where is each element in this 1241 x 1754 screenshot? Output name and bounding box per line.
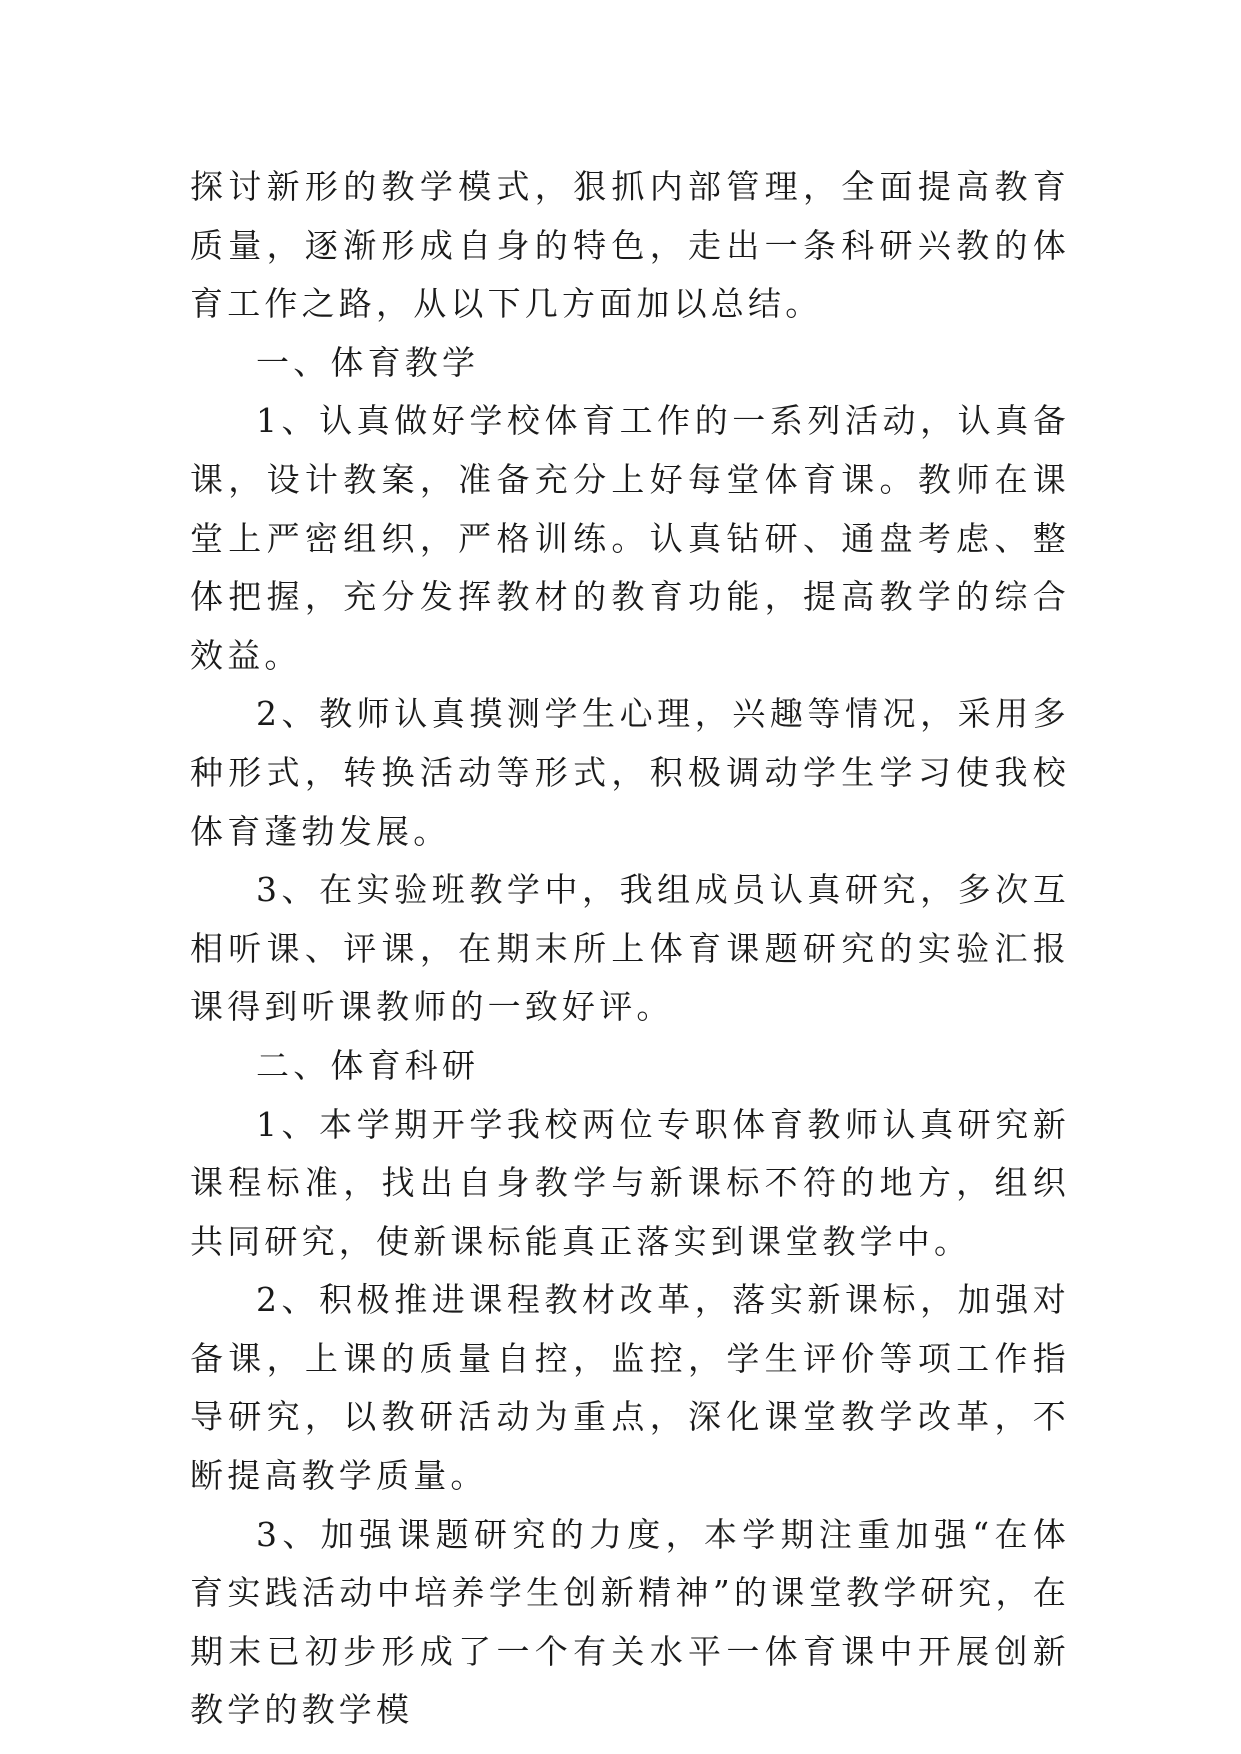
paragraph-research-1: 1、本学期开学我校两位专职体育教师认真研究新课程标准，找出自身教学与新课标不符的地方，组织共同研究，使新课标能真正落实到课堂教学中。 (190, 1104, 1070, 1261)
document-body (190, 158, 1070, 1740)
paragraph-research-2: 2、积极推进课程教材改革，落实新课标，加强对备课，上课的质量自控，监控，学生评价等项工作指导研究，以教研活动为重点，深化课堂教学改革，不断提高教学质量。 (190, 1280, 1070, 1496)
paragraph-research-3: 3、加强课题研究的力度，本学期注重加强“在体育实践活动中培养学生创新精神”的课堂教学研究，在期末已初步形成了一个有关水平一体育课中开展创新教学的教学模 (190, 1514, 1070, 1730)
paragraph-teaching-2: 2、教师认真摸测学生心理，兴趣等情况，采用多种形式，转换活动等形式，积极调动学生学习使我校体育蓬勃发展。 (190, 694, 1070, 851)
paragraph-teaching-1: 1、认真做好学校体育工作的一系列活动，认真备课，设计教案，准备充分上好每堂体育课。教师在课堂上严密组织，严格训练。认真钻研、通盘考虑、整体把握，充分发挥教材的教育功能，提高教学的综合效益。 (190, 401, 1070, 675)
section-heading-research: 二、体育科研 (256, 1045, 480, 1085)
section-heading-teaching: 一、体育教学 (256, 342, 480, 382)
paragraph-intro-continued: 探讨新形的教学模式，狠抓内部管理，全面提高教育质量，逐渐形成自身的特色，走出一条科研兴教的体育工作之路，从以下几方面加以总结。 (190, 167, 1070, 324)
paragraph-teaching-3: 3、在实验班教学中，我组成员认真研究，多次互相听课、评课，在期末所上体育课题研究的实验汇报课得到听课教师的一致好评。 (190, 870, 1070, 1027)
